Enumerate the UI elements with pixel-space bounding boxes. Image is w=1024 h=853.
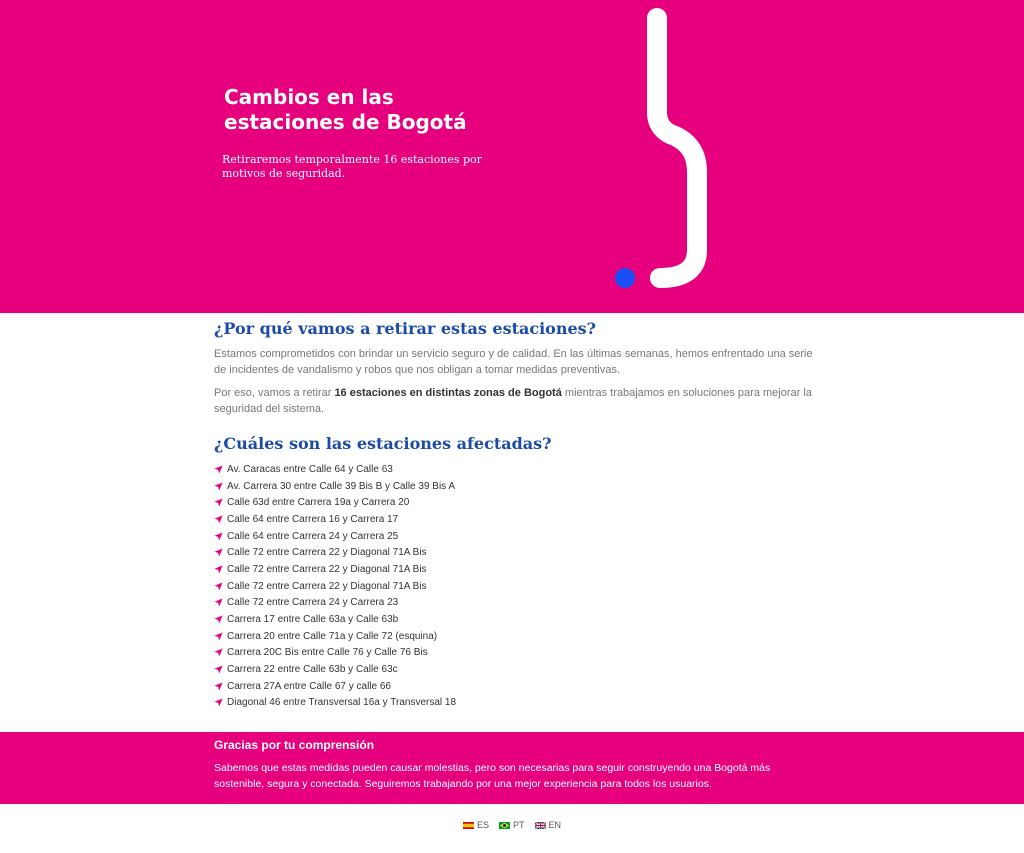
list-item: Av. Caracas entre Calle 64 y Calle 63 bbox=[214, 461, 814, 478]
location-arrow-icon bbox=[214, 548, 223, 557]
list-item: Carrera 22 entre Calle 63b y Calle 63c bbox=[214, 661, 814, 678]
list-item: Calle 72 entre Carrera 24 y Carrera 23 bbox=[214, 595, 814, 612]
main-content bbox=[214, 318, 814, 711]
language-en-link[interactable] bbox=[535, 820, 562, 830]
list-item: Carrera 20C Bis entre Calle 76 y Calle 76 Bis bbox=[214, 645, 814, 662]
list-item: Calle 72 entre Carrera 22 y Diagonal 71A Bis bbox=[214, 544, 814, 561]
why-heading: ¿Por qué vamos a retirar estas estaciones? bbox=[214, 319, 597, 338]
hero-path-illustration-icon bbox=[600, 0, 740, 300]
location-arrow-icon bbox=[214, 565, 223, 574]
language-pt-label: PT bbox=[512, 820, 525, 830]
language-es-label: ES bbox=[476, 820, 489, 830]
language-pt-link[interactable] bbox=[499, 820, 525, 830]
hero-title bbox=[224, 85, 524, 135]
why-paragraph-1: Estamos comprometidos con brindar un servicio seguro y de calidad. En las últimas semanas, hemos enfrentado una serie de incidentes de vandalismo y robos que nos obligan a tomar medidas preventivas. bbox=[214, 348, 813, 376]
list-item: Calle 72 entre Carrera 22 y Diagonal 71A Bis bbox=[214, 578, 814, 595]
location-arrow-icon bbox=[214, 482, 223, 491]
list-item: Calle 63d entre Carrera 19a y Carrera 20 bbox=[214, 494, 814, 511]
location-arrow-icon bbox=[214, 498, 223, 507]
stations-list bbox=[214, 461, 814, 711]
list-item: Calle 64 entre Carrera 24 y Carrera 25 bbox=[214, 528, 814, 545]
location-arrow-icon bbox=[214, 532, 223, 541]
location-arrow-icon bbox=[214, 648, 223, 657]
location-arrow-icon bbox=[214, 582, 223, 591]
uk-flag-icon bbox=[535, 822, 546, 829]
list-item: Carrera 27A entre Calle 67 y calle 66 bbox=[214, 678, 814, 695]
list-item: Carrera 20 entre Calle 71a y Calle 72 (esquina) bbox=[214, 628, 814, 645]
hero-title-line1: Cambios en las bbox=[224, 85, 394, 109]
thanks-text: Sabemos que estas medidas pueden causar molestias, pero son necesarias para seguir construyendo una Bogotá más sostenible, segura y conectada. Seguiremos trabajando por una mejor experiencia para todos los usuarios. bbox=[214, 762, 771, 790]
location-arrow-icon bbox=[214, 515, 223, 524]
thanks-title: Gracias por tu comprensión bbox=[214, 738, 375, 752]
list-item: Carrera 17 entre Calle 63a y Calle 63b bbox=[214, 611, 814, 628]
language-selector bbox=[0, 820, 1024, 830]
stations-heading: ¿Cuáles son las estaciones afectadas? bbox=[214, 434, 552, 453]
why-highlight: 16 estaciones en distintas zonas de Bogotá bbox=[334, 387, 562, 399]
why-paragraph-2: Por eso, vamos a retirar 16 estaciones en distintas zonas de Bogotá mientras trabajamos en soluciones para mejorar la seguridad del sistema. bbox=[214, 387, 812, 415]
location-arrow-icon bbox=[214, 465, 223, 474]
hero-subtitle: Retiraremos temporalmente 16 estaciones por motivos de seguridad. bbox=[222, 153, 482, 180]
location-arrow-icon bbox=[214, 632, 223, 641]
list-item: Calle 64 entre Carrera 16 y Carrera 17 bbox=[214, 511, 814, 528]
location-arrow-icon bbox=[214, 698, 223, 707]
brazil-flag-icon bbox=[499, 822, 510, 829]
hero-title-line2: estaciones de Bogotá bbox=[224, 110, 467, 134]
language-en-label: EN bbox=[548, 820, 562, 830]
location-arrow-icon bbox=[214, 615, 223, 624]
list-item: Av. Carrera 30 entre Calle 39 Bis B y Calle 39 Bis A bbox=[214, 478, 814, 495]
location-arrow-icon bbox=[214, 665, 223, 674]
hero-dot-icon bbox=[615, 268, 635, 288]
location-arrow-icon bbox=[214, 598, 223, 607]
list-item: Calle 72 entre Carrera 22 y Diagonal 71A Bis bbox=[214, 561, 814, 578]
language-es-link[interactable] bbox=[463, 820, 489, 830]
spain-flag-icon bbox=[463, 822, 474, 829]
location-arrow-icon bbox=[214, 682, 223, 691]
list-item: Diagonal 46 entre Transversal 16a y Transversal 18 bbox=[214, 695, 814, 712]
thanks-banner bbox=[0, 732, 1024, 804]
hero-banner bbox=[0, 0, 1024, 313]
